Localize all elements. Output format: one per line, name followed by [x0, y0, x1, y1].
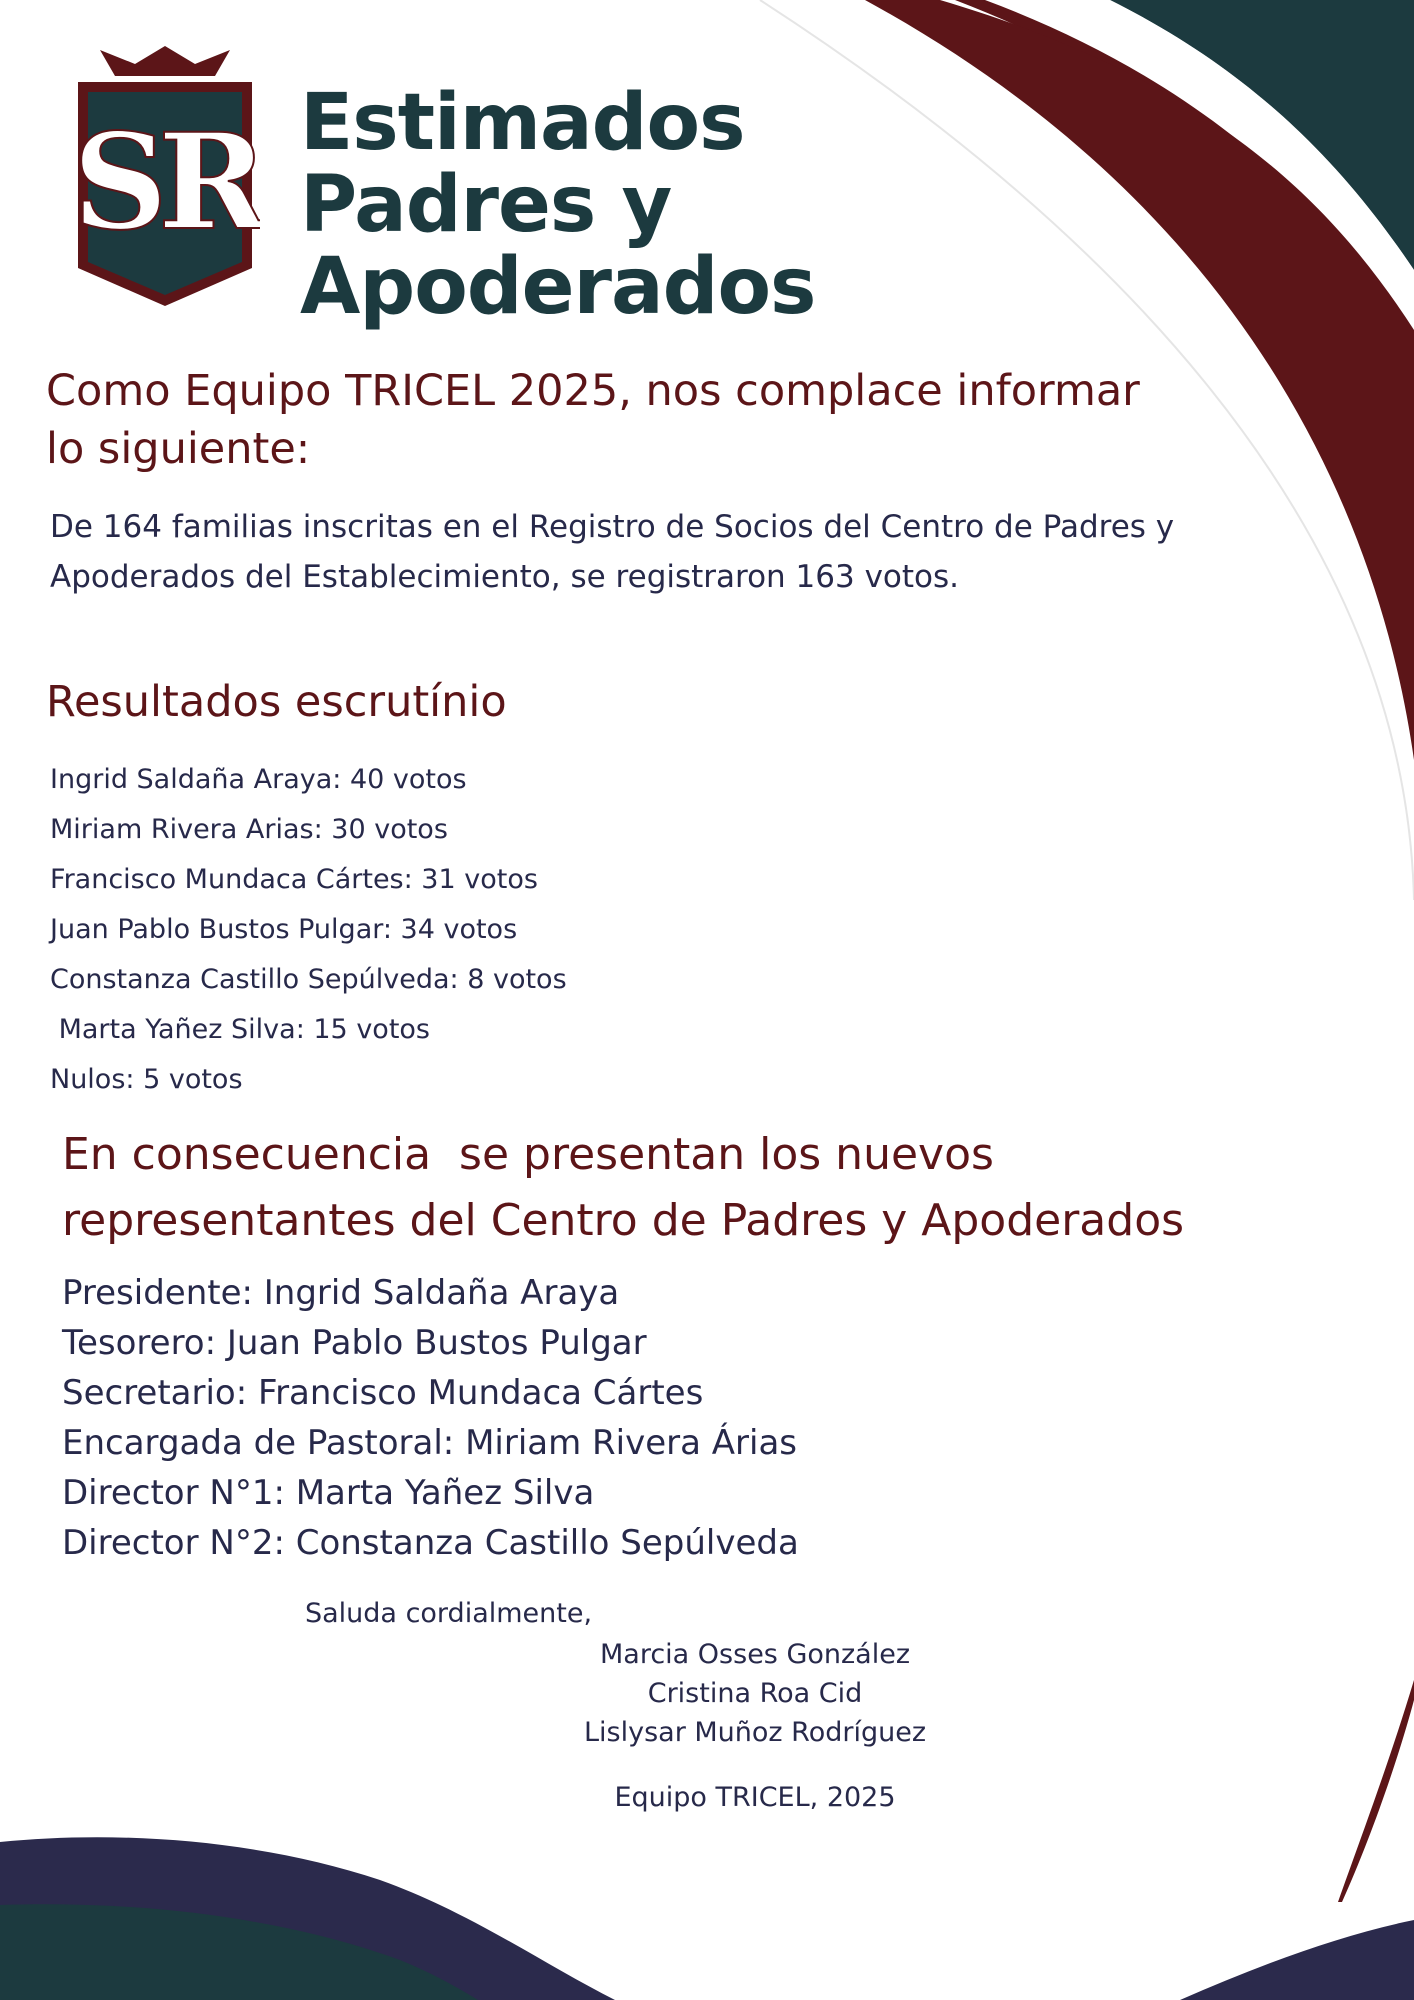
- results-heading: Resultados escrutínio: [46, 677, 507, 727]
- crest-letters: SR: [72, 105, 258, 260]
- team-signature: Equipo TRICEL, 2025: [614, 1782, 896, 1813]
- school-crest-logo: [70, 40, 260, 310]
- crest-crown: [100, 46, 230, 76]
- representative-item: Director N°2: Constanza Castillo Sepúlveda: [62, 1523, 799, 1563]
- result-item: Constanza Castillo Sepúlveda: 8 votos: [50, 964, 567, 995]
- intro-paragraph: De 164 familias inscritas en el Registro de Socios del Centro de Padres y Apoderados del Establecimiento, se registraron 163 votos.: [50, 509, 1175, 595]
- results-list: [50, 755, 567, 1105]
- closing-greeting: Saluda cordialmente,: [305, 1598, 593, 1629]
- result-item: Nulos: 5 votos: [50, 1064, 243, 1095]
- representative-item: Director N°1: Marta Yañez Silva: [62, 1473, 595, 1513]
- result-item: Miriam Rivera Arias: 30 votos: [50, 814, 448, 845]
- result-item: Francisco Mundaca Cártes: 31 votos: [50, 864, 538, 895]
- title-line-1: Estimados: [300, 78, 745, 168]
- representative-item: Presidente: Ingrid Saldaña Araya: [62, 1273, 620, 1313]
- representative-item: Secretario: Francisco Mundaca Cártes: [62, 1373, 704, 1413]
- representative-item: Encargada de Pastoral: Miriam Rivera Árias: [62, 1423, 798, 1463]
- signers-list: [555, 1635, 955, 1752]
- intro-heading: Como Equipo TRICEL 2025, nos complace informar lo siguiente:: [46, 366, 1140, 474]
- title-line-3: Apoderados: [300, 242, 816, 332]
- signer-name: Cristina Roa Cid: [647, 1678, 863, 1709]
- result-item: Juan Pablo Bustos Pulgar: 34 votos: [50, 914, 518, 945]
- title-line-2: Padres y: [300, 160, 672, 250]
- result-item: Marta Yañez Silva: 15 votos: [50, 1014, 430, 1045]
- consequence-heading: En consecuencia se presentan los nuevos representantes del Centro de Padres y Apoderados: [62, 1129, 1185, 1246]
- page-title: [300, 78, 816, 332]
- signer-name: Marcia Osses González: [599, 1639, 911, 1670]
- signer-name: Lislysar Muñoz Rodríguez: [583, 1717, 927, 1748]
- representative-item: Tesorero: Juan Pablo Bustos Pulgar: [62, 1323, 647, 1363]
- representatives-list: [62, 1268, 799, 1568]
- result-item: Ingrid Saldaña Araya: 40 votos: [50, 764, 467, 795]
